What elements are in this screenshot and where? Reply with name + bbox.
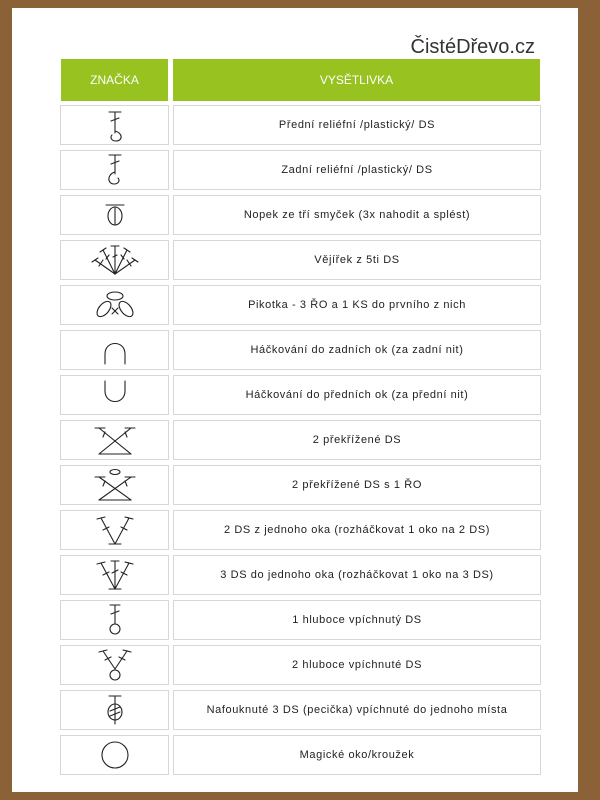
- description-cell: Háčkování do předních ok (za přední nit): [173, 375, 541, 415]
- table-row: [60, 645, 541, 685]
- table-row: [60, 330, 541, 370]
- description-cell: Háčkování do zadních ok (za zadní nit): [173, 330, 541, 370]
- symbol-cell: [60, 600, 169, 640]
- symbol-cell: [60, 150, 169, 190]
- symbol-cell: [60, 285, 169, 325]
- symbol-cell: [60, 735, 169, 775]
- table-row: [60, 555, 541, 595]
- back-post-dc-icon: [85, 152, 145, 188]
- description-cell: 1 hluboce vpíchnutý DS: [173, 600, 541, 640]
- table-row: [60, 600, 541, 640]
- fan-5dc-icon: [85, 242, 145, 278]
- description-cell: 2 překřížené DS: [173, 420, 541, 460]
- puff-spike-icon: [85, 692, 145, 728]
- description-cell: Vějířek z 5ti DS: [173, 240, 541, 280]
- table-row: [60, 285, 541, 325]
- bobble-icon: [85, 197, 145, 233]
- table-row: [60, 690, 541, 730]
- description-cell: 2 DS z jednoho oka (rozháčkovat 1 oko na 2 DS): [173, 510, 541, 550]
- picot-icon: [85, 287, 145, 323]
- symbol-cell: [60, 375, 169, 415]
- symbol-cell: [60, 195, 169, 235]
- header-symbol: ZNAČKA: [61, 59, 168, 101]
- description-cell: 2 hluboce vpíchnuté DS: [173, 645, 541, 685]
- symbol-cell: [60, 510, 169, 550]
- two-spike-dc-icon: [85, 647, 145, 683]
- v-stitch-icon: [85, 512, 145, 548]
- header-description: VYSĚTLIVKA: [173, 59, 540, 101]
- table-row: [60, 465, 541, 505]
- description-cell: 2 překřížené DS s 1 ŘO: [173, 465, 541, 505]
- description-cell: Nopek ze tří smyček (3x nahodit a splést): [173, 195, 541, 235]
- description-cell: Nafouknuté 3 DS (pecička) vpíchnuté do jednoho místa: [173, 690, 541, 730]
- front-post-dc-icon: [85, 107, 145, 143]
- table-row: [60, 105, 541, 145]
- back-loop-icon: [85, 332, 145, 368]
- symbol-cell: [60, 330, 169, 370]
- table-row: [60, 510, 541, 550]
- front-loop-icon: [85, 377, 145, 413]
- table-row: [60, 195, 541, 235]
- brand-logo: ČistéDřevo.cz: [410, 36, 535, 58]
- magic-ring-icon: [85, 737, 145, 773]
- table-row: [60, 735, 541, 775]
- symbol-cell: [60, 240, 169, 280]
- description-cell: Zadní reliéfní /plastický/ DS: [173, 150, 541, 190]
- crossed-dc-icon: [85, 422, 145, 458]
- table-row: [60, 420, 541, 460]
- symbol-cell: [60, 465, 169, 505]
- description-cell: Přední reliéfní /plastický/ DS: [173, 105, 541, 145]
- spike-dc-icon: [85, 602, 145, 638]
- symbol-cell: [60, 645, 169, 685]
- symbol-cell: [60, 420, 169, 460]
- description-cell: Magické oko/kroužek: [173, 735, 541, 775]
- symbol-cell: [60, 690, 169, 730]
- description-cell: 3 DS do jednoho oka (rozháčkovat 1 oko na 3 DS): [173, 555, 541, 595]
- description-cell: Pikotka - 3 ŘO a 1 KS do prvního z nich: [173, 285, 541, 325]
- table-row: [60, 240, 541, 280]
- three-dc-increase-icon: [85, 557, 145, 593]
- symbol-cell: [60, 555, 169, 595]
- symbol-cell: [60, 105, 169, 145]
- legend-sheet: [12, 8, 578, 792]
- crossed-dc-ch-icon: [85, 467, 145, 503]
- table-row: [60, 150, 541, 190]
- table-row: [60, 375, 541, 415]
